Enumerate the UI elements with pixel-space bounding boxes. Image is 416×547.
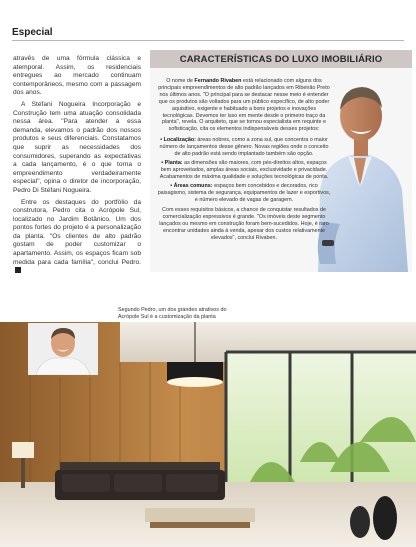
box-intro-prefix: O nome de bbox=[166, 78, 195, 84]
section-label: Especial bbox=[12, 27, 53, 38]
bullet-text: espaços bem concebidos e decorados, rico paisagismo, sistema de segurança, equipamentos de lazer e esportivos, e número elevado de vagas de garagem. bbox=[157, 182, 331, 203]
pedro-portrait-photo bbox=[28, 323, 98, 375]
box-bullet-planta bbox=[156, 160, 332, 181]
article-paragraph-3 bbox=[13, 199, 141, 276]
end-of-article-icon bbox=[15, 267, 21, 273]
box-bullet-areas-comuns bbox=[156, 183, 332, 204]
article-left-column bbox=[13, 55, 141, 279]
article-paragraph-1: atravês de uma fórmula clássica e atemporal. Assim, os residenciais entregues ao mercado continuam contemporâneos, mesmo com a passagem dos anos. bbox=[13, 55, 141, 97]
bullet-text: as dimensões são maiores, com pés-direitos altos, espaços bem aproveitados, amplas áreas sociais, exclusividade e privacidade. Acabamentos de máxima qualidade e soluções tecnológicas de ponta. bbox=[159, 159, 329, 180]
section-rule bbox=[12, 40, 404, 41]
bullet-label: • Áreas comuns: bbox=[170, 182, 213, 189]
box-bullet-list bbox=[156, 137, 332, 203]
box-intro-rest: está relacionado com alguns dos principais empreendimentos de alto padrão lançados em Ribeirão Preto nos últimos anos. "O principal para se destacar nesse meio é entender que os produtos são voltados para um público específico, de alto poder aquisitivo, exigente e habituado a bons projetos e inovações tecnológicas. Devemos ter isso em mente desde o primeiro traço da planta", revela. O arquiteto, que se tornou especialista em requinte e sofisticação, cita os elementos indispensáveis desses projetos: bbox=[158, 78, 330, 133]
article-paragraph-3-text: Entre os destaques do portfólio da construtora, Pedro cita o Acrópole Sul, localizado no Jardim Botânico. Um dos pontos fortes do projeto é a personalização da planta. "Os clientes de alto padrão gostam de poder customizar o apartamento. Assim, os espaços ficam sob medida para cada família", conclui Pedro. bbox=[13, 198, 141, 266]
box-intro bbox=[156, 78, 332, 133]
box-bullet-localizacao bbox=[156, 137, 332, 158]
box-closing: Com esses requisitos básicos, a chance de conquistar resultados de comercialização expressivos é grande. "Os imóveis deste segmento lançados ou mesmo em construção foram bem-sucedidos. Hoje, é raro encontrar unidades ainda à venda, apesar dos custos relativamente elevados", conclui Rivaben. bbox=[159, 207, 329, 242]
box-title: CARACTERÍSTICAS DO LUXO IMOBILIÁRIO bbox=[179, 54, 383, 65]
bullet-label: • Planta: bbox=[161, 159, 183, 166]
bullet-label: • Localização: bbox=[160, 137, 196, 144]
highlight-box bbox=[150, 50, 412, 272]
bullet-text: áreas nobres, como a zona sul, que concentra o maior número de lançamentos desse gênero. Novas regiões onde o conceito de alto padrão está sendo implantado também são opção. bbox=[159, 137, 329, 158]
article-paragraph-2: A Stéfani Nogueira Incorporação e Construção tem uma atuação consolidada nessa área. "Para atender a essa demanda, elevamos o padrão dos nossos produtos e seus diferenciais. Constatamos que suprir as necessidades dos consumidores, superando as expectativas a cada lançamento, é o que torna o empreendimento verdadeiramente especial", opina o diretor de incorporação, Pedro Di Stéfani Nogueira. bbox=[13, 100, 141, 194]
box-body bbox=[156, 78, 332, 246]
photo-caption: Segundo Pedro, um dos grandes atrativos do Acrópole Sul é a customização da planta bbox=[118, 307, 227, 320]
pedro-portrait-illustration bbox=[28, 323, 98, 375]
box-intro-name: Fernando Rivaben bbox=[194, 78, 242, 84]
